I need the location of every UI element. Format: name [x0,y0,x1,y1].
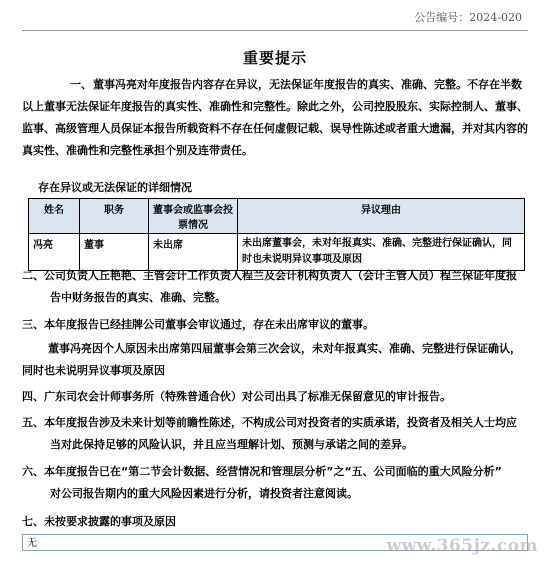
doc-number: 公告编号：2024-020 [414,11,522,24]
section-3-body: 董事冯亮因个人原因未出席第四届董事会第三次会议，未对年报真实、准确、完整进行保证确认，同时也未说明异议事项及原因 [22,342,521,377]
detail-title: 存在异议或无法保证的详细情况 [38,181,192,194]
table-cell-name: 冯亮 [29,234,80,271]
section-4 [22,386,528,408]
table-header-vote: 董事会或监事会投票情况 [149,199,238,234]
objection-table [28,198,525,271]
section-2 [22,265,528,309]
section-2-lead: 二、公司负责人丘艳艳、主管会计工作负责人程兰及会计机构负责人（会计主管人员）程兰保证年度报 [22,269,517,282]
table-header-position: 职务 [80,199,149,234]
section-4-lead: 四、广东司农会计师事务所（特殊普通合伙）对公司出具了标准无保留意见的审计报告。 [22,390,451,403]
section-2-cont: 告中财务报告的真实、准确、完整。 [50,291,226,304]
section-5-lead: 五、本年度报告涉及未来计划等前瞻性陈述，不构成公司对投资者的实质承诺，投资者及相关人士均应 [22,416,517,429]
section-6-cont: 对公司报告期内的重大风险因素进行分析，请投资者注意阅读。 [50,487,358,500]
table-header-name: 姓名 [29,199,80,234]
table-cell-vote: 未出席 [149,234,238,271]
section-1-number: 一、 [70,78,92,91]
section-5 [22,412,528,456]
section-3-lead: 三、本年度报告已经挂牌公司董事会审议通过，存在未出席审议的董事。 [22,318,374,331]
section-7-lead: 七、未按要求披露的事项及原因 [22,515,176,528]
section-3 [22,314,528,336]
page-title: 重要提示 [242,49,307,67]
section-1 [22,74,528,162]
section-7 [22,511,528,533]
table-cell-position: 董事 [80,234,149,271]
table-header-reason: 异议理由 [238,199,525,234]
section-5-cont: 当对此保持足够的风险认识，并且应当理解计划、预测与承诺之间的差异。 [50,438,413,451]
watermark: www.365jz.com [386,536,538,556]
section-6 [22,461,528,505]
table-cell-reason: 未出席董事会，未对年报真实、准确、完整进行保证确认，同时也未说明异议事项及原因 [238,234,525,271]
section-7-answer: 无 [27,538,37,549]
section-1-text: 董事冯亮对年度报告内容存在异议，无法保证年度报告的真实、准确、完整。不存在半数以上董事无法保证年度报告的真实性、准确性和完整性。除此之外，公司控股股东、实际控制人、董事、监事、高级管理人员保证本报告所载资料不存在任何虚假记载、误导性陈述或者重大遗漏，并对其内容的真实性、准确性和完整性承担个别及连带责任。 [22,78,528,157]
section-6-lead: 六、本年度报告已在“第二节会计数据、经营情况和管理层分析”之“五、公司面临的重大风险分析” [22,465,502,478]
